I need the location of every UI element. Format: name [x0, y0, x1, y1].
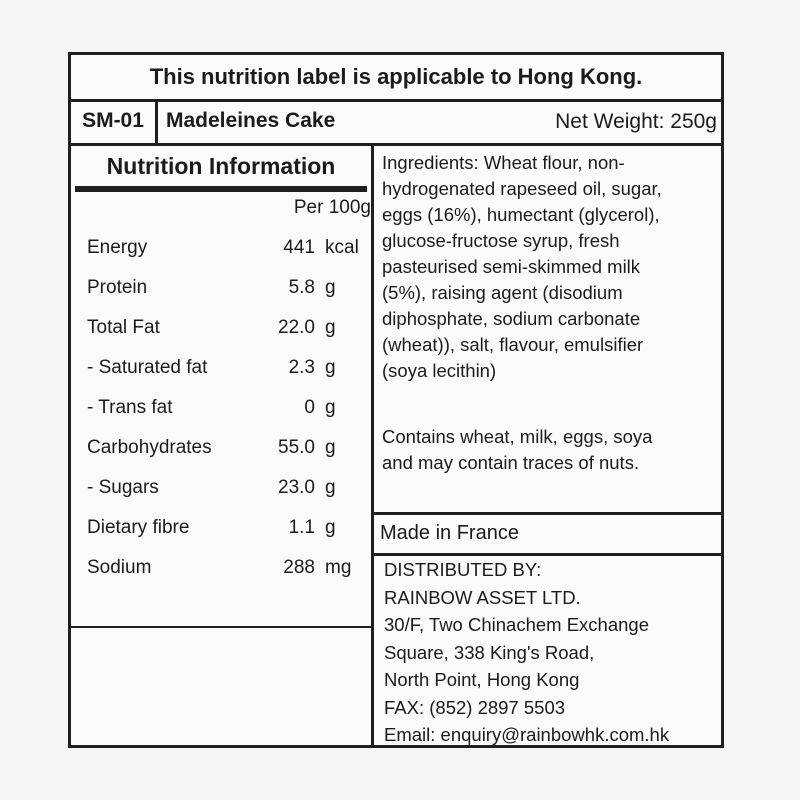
ingredients-line: diphosphate, sodium carbonate: [382, 308, 641, 329]
nutrient-value: 55.0: [278, 437, 315, 458]
ingredients-line: eggs (16%), humectant (glycerol),: [382, 204, 660, 225]
allergen-line: Contains wheat, milk, eggs, soya: [382, 426, 653, 447]
nutrient-row-carbohydrates: [71, 437, 371, 467]
nutrient-name: - Trans fat: [87, 397, 173, 418]
nutrient-value: 0: [304, 397, 315, 418]
product-code: SM-01: [71, 99, 158, 143]
nutrient-value: 2.3: [288, 357, 315, 378]
nutrient-value: 1.1: [288, 517, 315, 538]
ingredients-line: pasteurised semi-skimmed milk: [382, 256, 641, 277]
allergen-statement: [382, 424, 718, 476]
product-name: Madeleines Cake: [166, 109, 336, 132]
nutrient-unit: g: [325, 317, 336, 338]
nutrient-unit: g: [325, 437, 336, 458]
nutrient-row-total-fat: [71, 317, 371, 347]
ingredients-line: (5%), raising agent (disodium: [382, 282, 623, 303]
distributor-line: Square, 338 King's Road,: [384, 641, 595, 663]
nutrient-value: 5.8: [288, 277, 315, 298]
nutrient-name: Carbohydrates: [87, 437, 212, 458]
nutrient-value: 23.0: [278, 477, 315, 498]
ingredients-line: (wheat)), salt, flavour, emulsifier: [382, 334, 644, 355]
ingredients-line: Ingredients: Wheat flour, non-: [382, 152, 625, 173]
distributor-fax: FAX: (852) 2897 5503: [384, 696, 566, 718]
nutrient-name: Energy: [87, 237, 148, 258]
nutrition-title: Nutrition Information: [75, 146, 367, 192]
allergen-line: and may contain traces of nuts.: [382, 452, 640, 473]
distributor-line: RAINBOW ASSET LTD.: [384, 586, 581, 608]
nutrient-value: 441: [283, 237, 315, 258]
net-weight: Net Weight: 250g: [555, 110, 717, 133]
ingredients-line: (soya lecithin): [382, 360, 497, 381]
nutrient-row-protein: [71, 277, 371, 307]
nutrient-row-dietary-fibre: [71, 517, 371, 547]
ingredients-line: hydrogenated rapeseed oil, sugar,: [382, 178, 662, 199]
nutrient-name: Total Fat: [87, 317, 160, 338]
nutrient-unit: g: [325, 477, 336, 498]
nutrient-unit: kcal: [325, 237, 359, 258]
ingredients-line: glucose-fructose syrup, fresh: [382, 230, 620, 251]
nutrient-name: - Saturated fat: [87, 357, 208, 378]
distributor-line: North Point, Hong Kong: [384, 669, 580, 690]
nutrient-value: 22.0: [278, 317, 315, 338]
product-row: [71, 99, 721, 146]
nutrient-unit: g: [325, 397, 336, 418]
per-100g-heading: Per 100g: [293, 197, 371, 218]
nutrient-row-trans-fat: [71, 397, 371, 427]
info-panel: [374, 146, 721, 745]
distributor-info: [384, 556, 720, 749]
nutrient-name: Protein: [87, 277, 148, 298]
nutrition-label: [68, 52, 724, 748]
nutrition-panel: [71, 146, 374, 745]
made-in-text: Made in France: [380, 522, 519, 544]
nutrient-row-sodium: [71, 557, 371, 587]
distributor-line: DISTRIBUTED BY:: [384, 559, 542, 580]
nutrient-name: - Sugars: [87, 477, 159, 498]
nutrient-unit: g: [325, 517, 336, 538]
ingredients-text: [382, 150, 718, 384]
nutrient-name: Dietary fibre: [87, 517, 190, 538]
panel-divider: [71, 626, 371, 628]
nutrient-row-energy: [71, 237, 371, 267]
distributor-line: 30/F, Two Chinachem Exchange: [384, 614, 649, 635]
distributor-email: Email: enquiry@rainbowhk.com.hk: [384, 724, 670, 745]
nutrient-value: 288: [283, 557, 315, 578]
nutrient-row-saturated-fat: [71, 357, 371, 387]
nutrient-unit: g: [325, 357, 336, 378]
nutrient-unit: mg: [325, 557, 352, 578]
country-of-origin: [374, 512, 721, 556]
applicability-header: This nutrition label is applicable to Hong Kong.: [71, 55, 721, 102]
nutrient-row-sugars: [71, 477, 371, 507]
nutrient-unit: g: [325, 277, 336, 298]
nutrient-name: Sodium: [87, 557, 152, 578]
